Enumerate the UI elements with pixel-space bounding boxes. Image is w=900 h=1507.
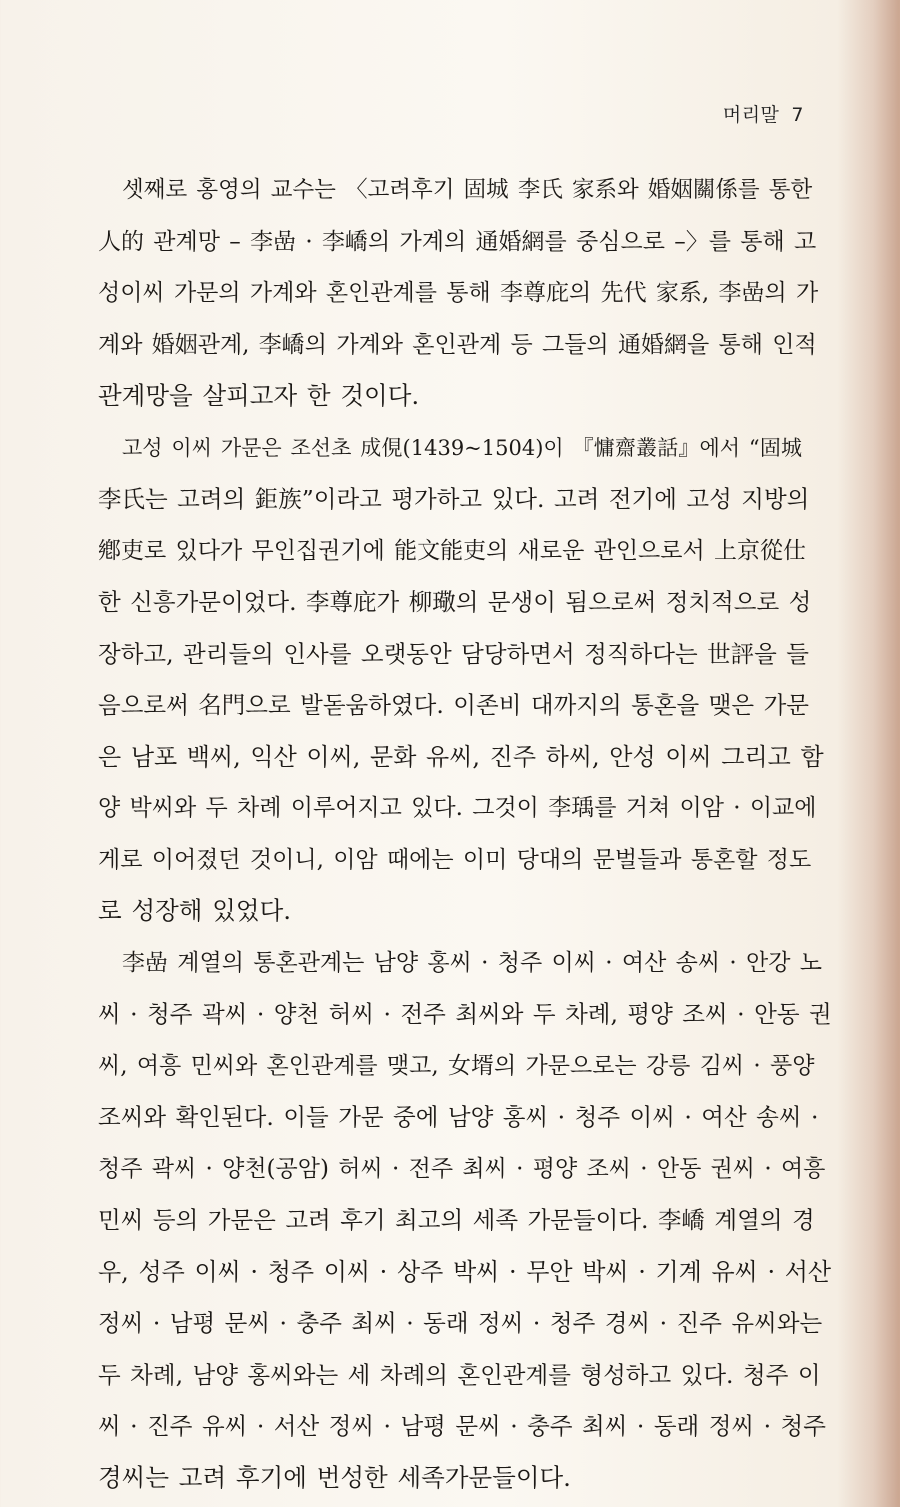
text-line: 계와 婚姻관계, 李嶠의 가계와 혼인관계 등 그들의 通婚網을 통해 인적 bbox=[98, 323, 802, 375]
text-line: 청주 곽씨 · 양천(공암) 허씨 · 전주 최씨 · 평양 조씨 · 안동 권씨 · 여흥 bbox=[98, 1147, 802, 1199]
text-line: 장하고, 관리들의 인사를 오랫동안 담당하면서 정직하다는 世評을 들 bbox=[98, 632, 802, 684]
header-title: 머리말 bbox=[723, 104, 780, 126]
text-line: 음으로써 名門으로 발돋움하였다. 이존비 대까지의 통혼을 맺은 가문 bbox=[98, 683, 802, 735]
text-line: 人的 관계망 – 李嵒 · 李嶠의 가계의 通婚網를 중심으로 –〉를 통해 고 bbox=[98, 220, 802, 272]
text-line: 鄕吏로 있다가 무인집권기에 能文能吏의 새로운 관인으로서 上京從仕 bbox=[98, 529, 802, 581]
text-line: 로 성장해 있었다. bbox=[98, 889, 802, 941]
text-line: 정씨 · 남평 문씨 · 충주 최씨 · 동래 정씨 · 청주 경씨 · 진주 유씨와는 bbox=[98, 1301, 802, 1353]
text-line: 경씨는 고려 후기에 번성한 세족가문들이다. bbox=[98, 1456, 802, 1507]
text-line: 조씨와 확인된다. 이들 가문 중에 남양 홍씨 · 청주 이씨 · 여산 송씨 · bbox=[98, 1095, 802, 1147]
text-line: 양 박씨와 두 차례 이루어지고 있다. 그것이 李瑀를 거쳐 이암 · 이교에 bbox=[98, 786, 802, 838]
text-line: 게로 이어졌던 것이니, 이암 때에는 이미 당대의 문벌들과 통혼할 정도 bbox=[98, 838, 802, 890]
page-number: 7 bbox=[791, 104, 804, 126]
text-line: 고성 이씨 가문은 조선초 成俔(1439~1504)이 『慵齋叢話』에서 “固城 bbox=[98, 426, 802, 478]
text-line: 은 남포 백씨, 익산 이씨, 문화 유씨, 진주 하씨, 안성 이씨 그리고 함 bbox=[98, 735, 802, 787]
paragraph-1 bbox=[98, 168, 802, 426]
text-line: 성이씨 가문의 가계와 혼인관계를 통해 李尊庇의 先代 家系, 李嵒의 가 bbox=[98, 271, 802, 323]
running-header bbox=[723, 100, 804, 127]
paragraph-2 bbox=[98, 426, 802, 941]
text-line: 씨 · 진주 유씨 · 서산 정씨 · 남평 문씨 · 충주 최씨 · 동래 정씨 · 청주 bbox=[98, 1404, 802, 1456]
body-text bbox=[98, 168, 802, 1507]
paragraph-3 bbox=[98, 941, 802, 1507]
text-line: 우, 성주 이씨 · 청주 이씨 · 상주 박씨 · 무안 박씨 · 기계 유씨 · 서산 bbox=[98, 1250, 802, 1302]
text-line: 씨, 여흥 민씨와 혼인관계를 맺고, 女壻의 가문으로는 강릉 김씨 · 풍양 bbox=[98, 1044, 802, 1096]
text-line: 李嵒 계열의 통혼관계는 남양 홍씨 · 청주 이씨 · 여산 송씨 · 안강 노 bbox=[98, 941, 802, 993]
text-line: 셋째로 홍영의 교수는 〈고려후기 固城 李氏 家系와 婚姻關係를 통한 bbox=[98, 168, 802, 220]
text-line: 두 차례, 남양 홍씨와는 세 차례의 혼인관계를 형성하고 있다. 청주 이 bbox=[98, 1353, 802, 1405]
text-line: 씨 · 청주 곽씨 · 양천 허씨 · 전주 최씨와 두 차례, 평양 조씨 · 안동 권 bbox=[98, 992, 802, 1044]
text-line: 한 신흥가문이었다. 李尊庇가 柳璥의 문생이 됨으로써 정치적으로 성 bbox=[98, 580, 802, 632]
text-line: 관계망을 살피고자 한 것이다. bbox=[98, 374, 802, 426]
text-line: 민씨 등의 가문은 고려 후기 최고의 세족 가문들이다. 李嶠 계열의 경 bbox=[98, 1198, 802, 1250]
text-line: 李氏는 고려의 鉅族”이라고 평가하고 있다. 고려 전기에 고성 지방의 bbox=[98, 477, 802, 529]
